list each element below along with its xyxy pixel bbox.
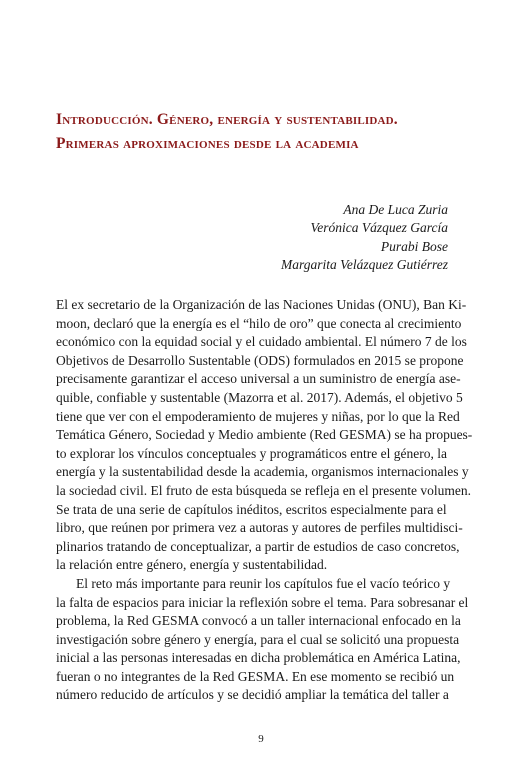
- author-name: Purabi Bose: [380, 238, 448, 254]
- text-line: investigación sobre género y energía, para el cual se solicitó una propuesta: [56, 631, 460, 647]
- page-number: 9: [258, 733, 264, 745]
- text-line: libro, que reúnen por primera vez a autoras y autores de perfiles multidisci-: [56, 520, 463, 536]
- text-line: la sociedad civil. El fruto de esta búsqueda se refleja en el presente volumen.: [56, 482, 471, 498]
- text-line: to explorar los vínculos conceptuales y programáticos entre el género, la: [56, 445, 447, 461]
- author-name: Ana De Luca Zuria: [343, 202, 448, 217]
- text-line: El reto más importante para reunir los capítulos fue el vacío teórico y: [76, 575, 451, 591]
- text-line: problema, la Red GESMA convocó a un taller internacional enfocado en la: [56, 613, 461, 629]
- paragraph-2: [56, 575, 469, 705]
- text-line: plinarios tratando de conceptualizar, a partir de estudios de caso concretos,: [56, 538, 460, 554]
- text-line: Temática Género, Sociedad y Medio ambiente (Red GESMA) se ha propues-: [56, 427, 473, 443]
- body-text: [56, 296, 473, 705]
- author-list: [281, 201, 448, 274]
- text-line: Objetivos de Desarrollo Sustentable (ODS) formulados en 2015 se propone: [56, 352, 464, 368]
- text-line: moon, declaró que la energía es el “hilo de oro” que conecta al crecimiento: [56, 315, 462, 331]
- author-name: Margarita Velázquez Gutiérrez: [281, 256, 448, 272]
- chapter-title: [56, 108, 476, 156]
- paragraph-1: [56, 296, 473, 575]
- text-line: El ex secretario de la Organización de las Naciones Unidas (ONU), Ban Ki-: [56, 297, 467, 312]
- text-line: fueran o no integrantes de la Red GESMA. En ese momento se recibió un: [56, 668, 455, 684]
- text-line: Se trata de una serie de capítulos inéditos, escritos especialmente para el: [56, 501, 447, 517]
- text-line: quible, confiable y sustentable (Mazorra et al. 2017). Además, el objetivo 5: [56, 389, 463, 405]
- chapter-title-line-1: Introducción. Género, energía y sustentabilidad.: [56, 111, 398, 128]
- text-line: la relación entre género, energía y sustentabilidad.: [56, 557, 328, 573]
- text-line: número reducido de artículos y se decidió ampliar la temática del taller a: [56, 687, 449, 703]
- text-line: energía y la sustentabilidad desde la academia, organismos internacionales y: [56, 464, 469, 480]
- text-line: económico con la equidad social y el cuidado ambiental. El número 7 de los: [56, 334, 467, 350]
- text-line: tiene que ver con el empoderamiento de mujeres y niñas, por lo que la Red: [56, 408, 460, 424]
- author-name: Verónica Vázquez García: [310, 220, 448, 236]
- text-line: la falta de espacios para iniciar la reflexión sobre el tema. Para sobresanar el: [56, 594, 469, 610]
- text-line: inicial a las personas interesadas en dicha problemática en América Latina,: [56, 650, 461, 666]
- chapter-title-line-2: Primeras aproximaciones desde la academia: [56, 135, 359, 152]
- text-line: precisamente garantizar el acceso universal a un suministro de energía ase-: [56, 371, 461, 387]
